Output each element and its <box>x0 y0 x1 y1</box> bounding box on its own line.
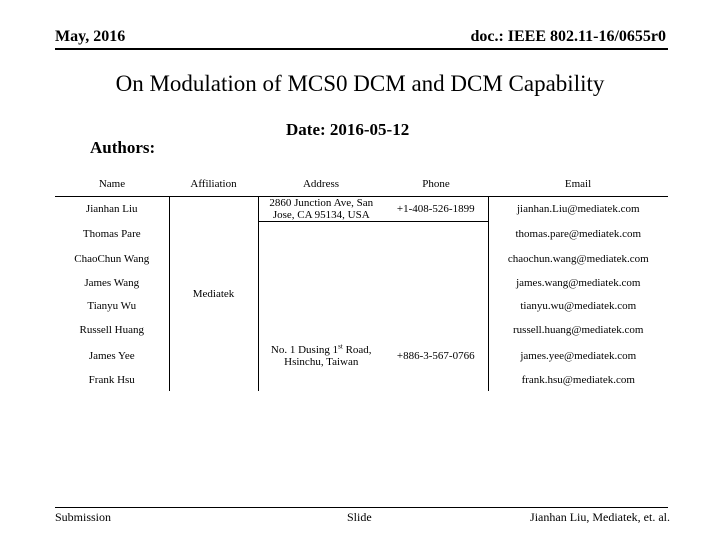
footer-author: Jianhan Liu, Mediatek, et. al. <box>530 510 670 524</box>
author-name: Frank Hsu <box>88 373 135 386</box>
footer-slide: Slide <box>347 510 372 524</box>
author-name: Jianhan Liu <box>85 203 138 216</box>
email-cell: james.wang@mediatek.com <box>488 272 668 295</box>
address-cell-2 <box>258 343 384 369</box>
email-cell: russell.huang@mediatek.com <box>488 317 668 343</box>
table-header-row <box>55 172 668 197</box>
email-cell: james.yee@mediatek.com <box>488 343 668 369</box>
blank-cell <box>258 222 488 343</box>
slide-title: On Modulation of MCS0 DCM and DCM Capability <box>115 71 605 96</box>
address-cell: 2860 Junction Ave, San Jose, CA 95134, USA <box>258 197 384 222</box>
phone-cell-2: +886-3-567-0766 <box>396 349 475 362</box>
address-2-line1-end: Road, <box>342 343 372 356</box>
affiliation-cell: Mediatek <box>169 197 258 391</box>
author-name: James Wang <box>84 277 140 289</box>
address-2-sup: st <box>338 342 343 350</box>
author-name: Tianyu Wu <box>87 299 137 312</box>
header-doc-id: doc.: IEEE 802.11-16/0655r0 <box>470 28 666 45</box>
author-name: ChaoChun Wang <box>74 252 150 265</box>
author-name: Thomas Pare <box>82 227 141 240</box>
email-cell: frank.hsu@mediatek.com <box>488 369 668 391</box>
address-2-line1: No. 1 Dusing 1 <box>270 343 339 356</box>
header-phone: Phone <box>384 172 488 197</box>
date-line: Date: 2016-05-12 <box>286 120 410 139</box>
header-address: Address <box>258 172 384 197</box>
header-name: Name <box>55 172 169 197</box>
authors-heading: Authors: <box>90 138 156 157</box>
header-affiliation: Affiliation <box>169 172 258 197</box>
table-row <box>55 369 668 391</box>
table-row <box>55 343 668 369</box>
footer-submission: Submission <box>55 510 112 524</box>
email-cell: thomas.pare@mediatek.com <box>488 222 668 246</box>
header-rule <box>55 48 668 50</box>
email-cell: jianhan.Liu@mediatek.com <box>488 197 668 222</box>
header-date: May, 2016 <box>55 28 126 45</box>
footer-rule <box>55 507 668 508</box>
author-name: James Yee <box>88 349 135 362</box>
authors-table <box>55 172 668 391</box>
table-row <box>55 197 668 222</box>
phone-cell: +1-408-526-1899 <box>384 197 488 222</box>
table-row <box>55 222 668 246</box>
email-cell: chaochun.wang@mediatek.com <box>488 246 668 272</box>
address-2-line2: Hsinchu, Taiwan <box>284 355 359 368</box>
blank-cell <box>258 369 488 391</box>
author-name: Russell Huang <box>79 323 144 336</box>
email-cell: tianyu.wu@mediatek.com <box>488 295 668 317</box>
header-email: Email <box>488 172 668 197</box>
